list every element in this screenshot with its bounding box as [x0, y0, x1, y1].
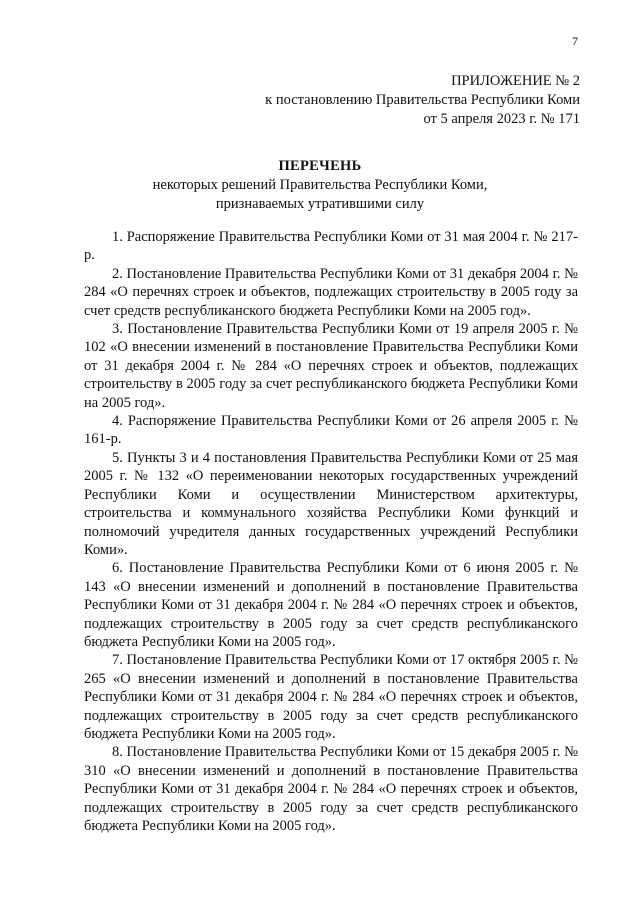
appendix-header: [265, 72, 580, 129]
appendix-date: от 5 апреля 2023 г. № 171: [423, 111, 580, 127]
list-item-1: 1. Распоряжение Правительства Республики Коми от 31 мая 2004 г. № 217-р.: [84, 229, 578, 264]
document-subtitle-line2: признаваемых утратившими силу: [215, 196, 425, 212]
list-item-8: 8. Постановление Правительства Республики Коми от 15 декабря 2005 г. № 310 «О внесении изменений и дополнений в постановление Правительства Республики Коми от 31 декабря 2004 г. № 284 «О перечнях строек и объектов, подлежащих строительству в 2005 году за счет средств республиканского бюджета Республики Коми на 2005 год».: [84, 744, 578, 834]
list-item-5: 5. Пункты 3 и 4 постановления Правительства Республики Коми от 25 мая 2005 г. № 132 «О переименовании некоторых государственных учреждений Республики Коми и осуществлении Министерством архитектуры, строительства и коммунального хозяйства Республики Коми функций и полномочий учредителя данных государственных учреждений Республики Коми».: [84, 449, 578, 558]
page-number: 7: [572, 34, 578, 48]
document-subtitle-line1: некоторых решений Правительства Республики Коми,: [152, 177, 488, 193]
decisions-list: [84, 228, 578, 835]
list-item-2: 2. Постановление Правительства Республики Коми от 31 декабря 2004 г. № 284 «О перечнях строек и объектов, подлежащих строительству в 2005 году за счет средств республиканского бюджета Республики Коми на 2005 год».: [84, 265, 578, 319]
list-item-6: 6. Постановление Правительства Республики Коми от 6 июня 2005 г. № 143 «О внесении изменений и дополнений в постановление Правительства Республики Коми от 31 декабря 2004 г. № 284 «О перечнях строек и объектов, подлежащих строительству в 2005 году за счет средств республиканского бюджета Республики Коми на 2005 год».: [84, 560, 578, 650]
appendix-reference: к постановлению Правительства Республики Коми: [265, 92, 580, 108]
document-title: ПЕРЕЧЕНЬ: [278, 158, 362, 174]
list-item-4: 4. Распоряжение Правительства Республики Коми от 26 апреля 2005 г. № 161-р.: [84, 413, 578, 448]
list-item-7: 7. Постановление Правительства Республики Коми от 17 октября 2005 г. № 265 «О внесении изменений и дополнений в постановление Правительства Республики Коми от 31 декабря 2004 г. № 284 «О перечнях строек и объектов, подлежащих строительству в 2005 году за счет средств республиканского бюджета Республики Коми на 2005 год».: [84, 652, 578, 742]
list-item-3: 3. Постановление Правительства Республики Коми от 19 апреля 2005 г. № 102 «О внесении изменений в постановление Правительства Республики Коми от 31 декабря 2004 г. № 284 «О перечнях строек и объектов, подлежащих строительству в 2005 году за счет республиканского бюджета Республики Коми на 2005 год».: [84, 321, 578, 411]
appendix-title: ПРИЛОЖЕНИЕ № 2: [451, 73, 580, 89]
document-heading: [60, 157, 580, 214]
